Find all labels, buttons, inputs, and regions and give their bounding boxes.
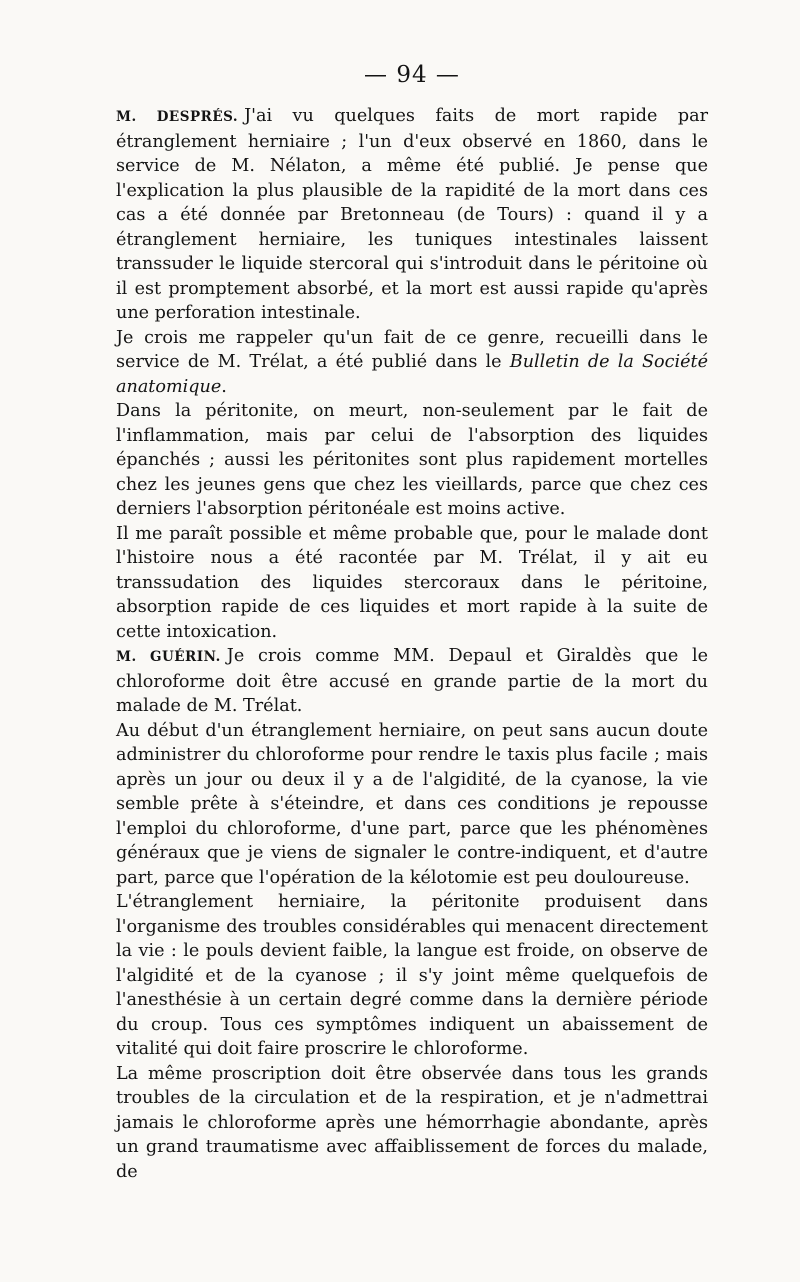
paragraph-peritonite: [116, 399, 708, 522]
paragraph-guerin: [116, 644, 708, 719]
paragraph-debut: [116, 719, 708, 891]
paragraph-etranglement: [116, 890, 708, 1062]
paragraph-text: .: [221, 376, 227, 397]
paragraph-despres: [116, 104, 708, 326]
speaker-name: M. DESPRÉS.: [116, 109, 239, 125]
page-number: — 94 —: [364, 62, 460, 88]
paragraph-text: La même proscription doit être observée dans tous les grands troubles de la circulation et de la respiration, et je n'admettrai jamais le chloroforme après une hémorrhagie abondante, après un grand traumatisme avec affaiblissement de forces du malade, de: [116, 1063, 708, 1182]
paragraph-text: J'ai vu quelques faits de mort rapide par étranglement herniaire ; l'un d'eux observé en 1860, dans le service de M. Nélaton, a même été publié. Je pense que l'explication la plus plausible de la rapidité de la mort dans ces cas a été donnée par Bretonneau (de Tours) : quand il y a étranglement herniaire, les tuniques intestinales laissent transsuder le liquide stercoral qui s'introduit dans le péritoine où il est promptement absorbé, et la mort est aussi rapide qu'après une perforation intestinale.: [116, 106, 709, 323]
paragraph-text: Au début d'un étranglement herniaire, on peut sans aucun doute administrer du chloroforme pour rendre le taxis plus facile ; mais après un jour ou deux il y a de l'algidité, de la cyanose, la vie semble prête à s'éteindre, et dans ces conditions je repousse l'emploi du chloroforme, d'une part, parce que les phénomènes généraux que je viens de signaler le contre-indiquent, et d'autre part, parce que l'opération de la kélotomie est peu douloureuse.: [116, 720, 708, 888]
paragraph-text: L'étranglement herniaire, la péritonite produisent dans l'organisme des troubles considérables qui menacent directement la vie : le pouls devient faible, la langue est froide, on observe de l'algidité et de la cyanose ; il s'y joint même quelquefois de l'anesthésie à un certain degré comme dans la dernière période du croup. Tous ces symptômes indiquent un abaissement de vitalité qui doit faire proscrire le chloroforme.: [116, 892, 708, 1059]
paragraph-text: Il me paraît possible et même probable que, pour le malade dont l'histoire nous a été racontée par M. Trélat, il y ait eu transsudation des liquides stercoraux dans le péritoine, absorption rapide de ces liquides et mort rapide à la suite de cette intoxication.: [116, 523, 708, 642]
paragraph-text: Je crois comme MM. Depaul et Giraldès que le chloroforme doit être accusé en grande partie de la mort du malade de M. Trélat.: [116, 646, 708, 716]
publication-title: Bulletin de la Société anatomique: [116, 352, 708, 397]
paragraph-proscription: [116, 1062, 708, 1185]
paragraph-bulletin: [116, 326, 708, 400]
speaker-name: M. GUÉRIN.: [116, 649, 221, 665]
paragraph-transsudation: [116, 522, 708, 645]
paragraph-text: Je crois me rappeler qu'un fait de ce genre, recueilli dans le service de M. Trélat, a été publié dans le: [116, 327, 708, 372]
paragraph-text: Dans la péritonite, on meurt, non-seulement par le fait de l'inflammation, mais par celui de l'absorption des liquides épanchés ; aussi les péritonites sont plus rapidement mortelles chez les jeunes gens que chez les vieillards, parce que chez ces derniers l'absorption péritonéale est moins active.: [116, 401, 708, 519]
